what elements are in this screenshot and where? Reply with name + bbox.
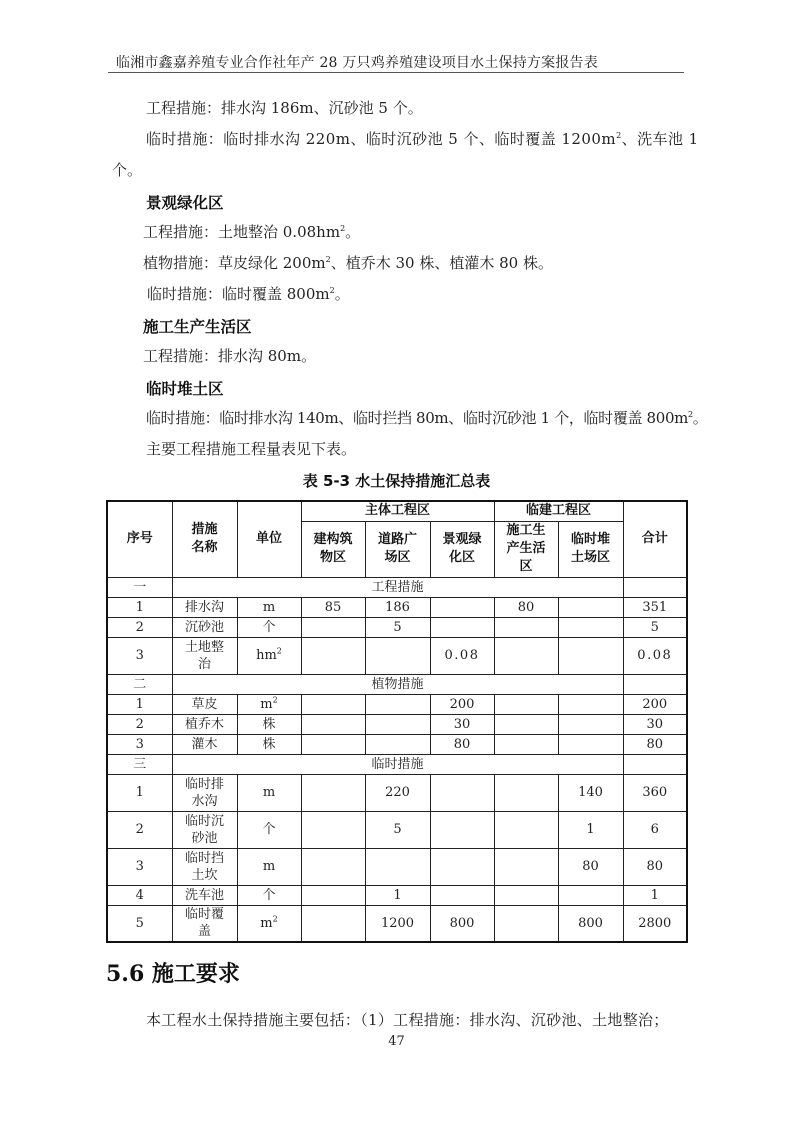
row-road-value: 220 xyxy=(365,774,430,811)
row-construction-value xyxy=(494,694,558,714)
paragraph-text: 工程措施：土地整治 0.08hm xyxy=(143,223,341,241)
header-road-area: 道路广场区 xyxy=(365,521,430,577)
row-building-value xyxy=(301,811,365,848)
row-seq: 1 xyxy=(107,774,172,811)
row-building-value xyxy=(301,694,365,714)
unit-superscript: 2 xyxy=(272,695,278,705)
row-stockpile-value xyxy=(558,885,623,905)
row-landscape-value: 200 xyxy=(430,694,494,714)
header-total: 合计 xyxy=(623,501,687,577)
paragraph-landscape-temporary xyxy=(147,284,350,304)
table-row xyxy=(107,905,687,942)
row-measure-name: 土地整治 xyxy=(172,637,237,674)
row-measure-name: 灌木 xyxy=(172,734,237,754)
row-total-value: 200 xyxy=(623,694,687,714)
paragraph-text: 。 xyxy=(692,409,708,427)
paragraph-text: 临时措施：临时覆盖 800m xyxy=(147,285,330,303)
row-total-value: 6 xyxy=(623,811,687,848)
row-unit xyxy=(237,811,301,848)
row-stockpile-value xyxy=(558,714,623,734)
superscript: 2 xyxy=(616,131,622,140)
section-seq: 三 xyxy=(107,754,172,774)
row-landscape-value xyxy=(430,811,494,848)
measures-summary-table xyxy=(106,500,688,943)
row-unit xyxy=(237,617,301,637)
row-total-value: 0.08 xyxy=(623,637,687,674)
row-measure-name: 洗车池 xyxy=(172,885,237,905)
header-construction-living-area: 施工生产生活区 xyxy=(494,521,558,577)
paragraph-construction-engineering: 工程措施：排水沟 80m。 xyxy=(143,347,317,365)
row-total-value: 2800 xyxy=(623,905,687,942)
row-seq: 4 xyxy=(107,885,172,905)
row-measure-name: 植乔木 xyxy=(172,714,237,734)
row-landscape-value xyxy=(430,617,494,637)
table-section-row xyxy=(107,577,687,597)
row-building-value xyxy=(301,774,365,811)
superscript: 2 xyxy=(329,286,335,295)
row-unit xyxy=(237,694,301,714)
row-building-value: 85 xyxy=(301,597,365,617)
subheading-construction-area: 施工生产生活区 xyxy=(143,318,252,336)
row-total-value: 1 xyxy=(623,885,687,905)
table-row xyxy=(107,637,687,674)
row-unit xyxy=(237,637,301,674)
unit-text: hm xyxy=(256,648,277,663)
row-building-value xyxy=(301,714,365,734)
row-building-value xyxy=(301,637,365,674)
row-building-value xyxy=(301,885,365,905)
row-measure-name: 草皮 xyxy=(172,694,237,714)
unit-text: 个 xyxy=(262,619,276,635)
header-measure-name: 措施名称 xyxy=(172,501,237,577)
section-total-cell xyxy=(623,754,687,774)
row-stockpile-value xyxy=(558,597,623,617)
header-unit: 单位 xyxy=(237,501,301,577)
row-unit xyxy=(237,597,301,617)
row-construction-value xyxy=(494,774,558,811)
row-construction-value: 80 xyxy=(494,597,558,617)
paragraph-text: 工程措施：排水沟 186m、沉砂池 5 个。 xyxy=(146,99,423,117)
table-caption: 表 5-3 水土保持措施汇总表 xyxy=(302,472,491,490)
row-seq: 3 xyxy=(107,848,172,885)
row-total-value: 80 xyxy=(623,734,687,754)
row-road-value: 186 xyxy=(365,597,430,617)
row-seq: 3 xyxy=(107,637,172,674)
paragraph-temporary-road xyxy=(146,129,699,149)
row-landscape-value xyxy=(430,885,494,905)
paragraph-text: 临时措施：临时排水沟 220m、临时沉砂池 5 个、临时覆盖 1200m xyxy=(146,130,617,148)
table-row xyxy=(107,811,687,848)
section-seq: 一 xyxy=(107,577,172,597)
unit-text: m xyxy=(260,915,273,931)
row-measure-name: 沉砂池 xyxy=(172,617,237,637)
row-building-value xyxy=(301,734,365,754)
unit-text: m xyxy=(262,599,276,615)
row-construction-value xyxy=(494,811,558,848)
unit-text: m xyxy=(262,785,276,800)
paragraph-landscape-planting xyxy=(143,253,553,273)
unit-text: m xyxy=(260,696,273,712)
row-landscape-value: 800 xyxy=(430,905,494,942)
row-unit xyxy=(237,734,301,754)
header-building-area: 建构筑物区 xyxy=(301,521,365,577)
row-seq: 2 xyxy=(107,811,172,848)
row-landscape-value xyxy=(430,848,494,885)
row-measure-name: 临时沉砂池 xyxy=(172,811,237,848)
row-seq: 5 xyxy=(107,905,172,942)
paragraph-stockpile-temporary xyxy=(146,408,707,428)
unit-superscript: 2 xyxy=(272,914,278,924)
paragraph-text: 、洗车池 1 xyxy=(621,130,699,148)
row-building-value xyxy=(301,617,365,637)
row-unit xyxy=(237,848,301,885)
row-construction-value xyxy=(494,714,558,734)
unit-text: 株 xyxy=(262,716,276,732)
row-measure-name: 排水沟 xyxy=(172,597,237,617)
table-row xyxy=(107,848,687,885)
page-number: 47 xyxy=(388,1034,405,1049)
section-heading: 5.6 施工要求 xyxy=(106,961,240,987)
document-header-title: 临湘市鑫嘉养殖专业合作社年产 28 万只鸡养殖建设项目水土保持方案报告表 xyxy=(116,55,598,71)
table-row xyxy=(107,734,687,754)
paragraph-text: 。 xyxy=(345,223,361,241)
row-seq: 2 xyxy=(107,617,172,637)
table-row xyxy=(107,694,687,714)
paragraph-text: 植物措施：草皮绿化 200m xyxy=(143,254,326,272)
row-total-value: 80 xyxy=(623,848,687,885)
row-landscape-value xyxy=(430,774,494,811)
row-stockpile-value: 1 xyxy=(558,811,623,848)
row-stockpile-value xyxy=(558,617,623,637)
row-building-value xyxy=(301,905,365,942)
section-seq: 二 xyxy=(107,674,172,694)
header-group-main-works: 主体工程区 xyxy=(301,501,494,521)
row-unit xyxy=(237,905,301,942)
unit-text: 个 xyxy=(262,887,276,903)
row-total-value: 30 xyxy=(623,714,687,734)
superscript: 2 xyxy=(340,224,346,233)
paragraph-continuation: 个。 xyxy=(112,161,143,179)
table-row xyxy=(107,617,687,637)
section-title: 工程措施 xyxy=(172,577,623,597)
paragraph-text: 临时措施：临时排水沟 140m、临时拦挡 80m、临时沉砂池 1 个，临时覆盖 800m xyxy=(146,409,689,427)
row-seq: 2 xyxy=(107,714,172,734)
subheading-landscape: 景观绿化区 xyxy=(146,194,224,212)
unit-superscript: 2 xyxy=(276,646,282,656)
row-landscape-value: 80 xyxy=(430,734,494,754)
section-title: 植物措施 xyxy=(172,674,623,694)
paragraph-landscape-engineering xyxy=(143,222,360,242)
row-stockpile-value: 800 xyxy=(558,905,623,942)
paragraph-table-intro: 主要工程措施工程量表见下表。 xyxy=(146,440,357,458)
row-total-value: 351 xyxy=(623,597,687,617)
row-road-value xyxy=(365,734,430,754)
row-stockpile-value: 140 xyxy=(558,774,623,811)
header-divider xyxy=(108,72,684,73)
header-seq: 序号 xyxy=(107,501,172,577)
subheading-stockpile: 临时堆土区 xyxy=(146,380,224,398)
row-road-value xyxy=(365,848,430,885)
row-road-value: 1 xyxy=(365,885,430,905)
row-road-value: 5 xyxy=(365,811,430,848)
superscript: 2 xyxy=(688,410,693,419)
row-road-value: 1200 xyxy=(365,905,430,942)
table-row xyxy=(107,885,687,905)
row-stockpile-value: 80 xyxy=(558,848,623,885)
row-measure-name: 临时覆盖 xyxy=(172,905,237,942)
table-section-row xyxy=(107,754,687,774)
row-road-value xyxy=(365,694,430,714)
row-stockpile-value xyxy=(558,637,623,674)
table-row xyxy=(107,774,687,811)
paragraph-engineering-road xyxy=(146,98,423,118)
section-title: 临时措施 xyxy=(172,754,623,774)
table-row xyxy=(107,714,687,734)
table-row xyxy=(107,597,687,617)
unit-text: 个 xyxy=(262,822,276,837)
section-paragraph: 本工程水土保持措施主要包括：（1）工程措施：排水沟、沉砂池、土地整治； xyxy=(146,1011,669,1029)
row-seq: 1 xyxy=(107,597,172,617)
row-stockpile-value xyxy=(558,734,623,754)
row-road-value: 5 xyxy=(365,617,430,637)
row-construction-value xyxy=(494,617,558,637)
unit-text: m xyxy=(262,859,276,874)
header-landscape-area: 景观绿化区 xyxy=(430,521,494,577)
row-landscape-value: 30 xyxy=(430,714,494,734)
row-landscape-value xyxy=(430,597,494,617)
table-section-row xyxy=(107,674,687,694)
row-measure-name: 临时挡土坎 xyxy=(172,848,237,885)
row-road-value xyxy=(365,714,430,734)
paragraph-text: 。 xyxy=(334,285,350,303)
row-construction-value xyxy=(494,734,558,754)
paragraph-text: 、植乔木 30 株、植灌木 80 株。 xyxy=(330,254,553,272)
row-seq: 1 xyxy=(107,694,172,714)
row-total-value: 5 xyxy=(623,617,687,637)
row-construction-value xyxy=(494,848,558,885)
row-unit xyxy=(237,774,301,811)
section-total-cell xyxy=(623,577,687,597)
row-stockpile-value xyxy=(558,694,623,714)
row-unit xyxy=(237,885,301,905)
table-header-row xyxy=(107,501,687,521)
row-measure-name: 临时排水沟 xyxy=(172,774,237,811)
row-road-value xyxy=(365,637,430,674)
row-construction-value xyxy=(494,885,558,905)
row-landscape-value: 0.08 xyxy=(430,637,494,674)
row-construction-value xyxy=(494,637,558,674)
row-seq: 3 xyxy=(107,734,172,754)
section-total-cell xyxy=(623,674,687,694)
row-unit xyxy=(237,714,301,734)
row-building-value xyxy=(301,848,365,885)
header-group-temporary-works: 临建工程区 xyxy=(494,501,623,521)
unit-text: 株 xyxy=(262,736,276,752)
superscript: 2 xyxy=(325,255,331,264)
row-total-value: 360 xyxy=(623,774,687,811)
header-stockpile-area: 临时堆土场区 xyxy=(558,521,623,577)
row-construction-value xyxy=(494,905,558,942)
